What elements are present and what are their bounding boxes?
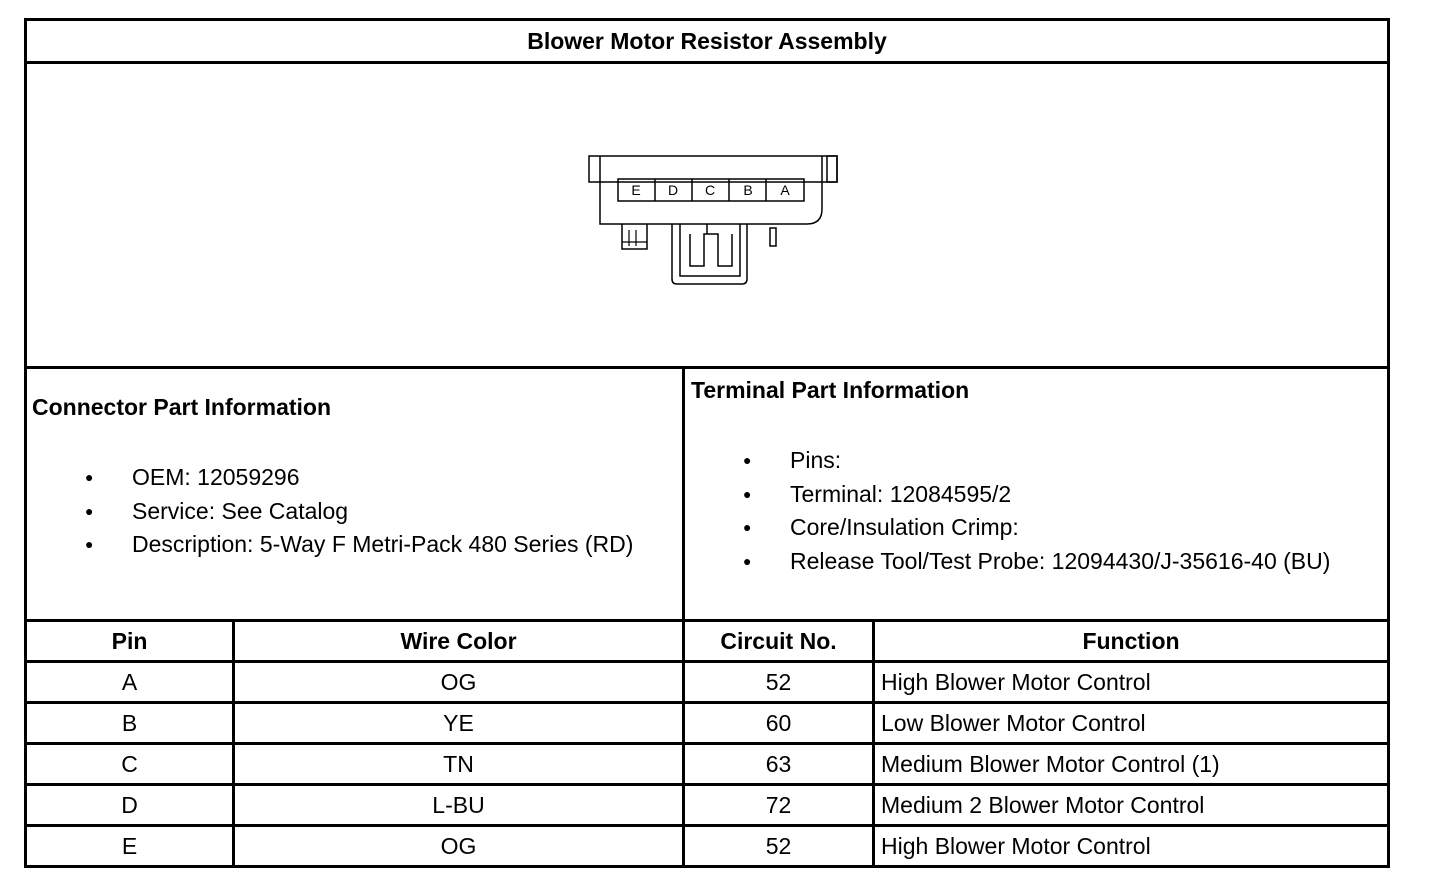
list-item: ● Service: See Catalog	[32, 495, 633, 529]
sheet-title: Blower Motor Resistor Assembly	[527, 27, 887, 54]
cell-function: Medium Blower Motor Control (1)	[881, 750, 1220, 777]
column-header-function: Function	[1082, 627, 1180, 654]
pin-label-e: E	[631, 182, 641, 198]
cell-pin: A	[121, 668, 138, 695]
cell-function: Low Blower Motor Control	[881, 709, 1146, 736]
cell-wire-color: OG	[440, 668, 477, 695]
list-item: ● Terminal: 12084595/2	[690, 478, 1330, 512]
pin-label-b: B	[743, 182, 753, 198]
cell-wire-color: OG	[440, 832, 477, 859]
cell-wire-color: TN	[443, 750, 474, 777]
pinout-sheet	[24, 18, 1390, 868]
column-header-wire-color: Wire Color	[400, 627, 517, 654]
latch	[672, 224, 747, 284]
pin-label-c: C	[704, 182, 716, 198]
cell-pin: D	[121, 791, 138, 818]
cell-pin: E	[121, 832, 138, 859]
terminal-info-list	[690, 444, 1330, 578]
pin-label-a: A	[780, 182, 790, 198]
cell-circuit-no: 52	[765, 668, 792, 695]
list-item: ● OEM: 12059296	[32, 461, 633, 495]
cell-circuit-no: 72	[765, 791, 792, 818]
connector-info-title: Connector Part Information	[32, 394, 332, 420]
terminal-info-title: Terminal Part Information	[691, 377, 970, 403]
list-item: ● Description: 5-Way F Metri-Pack 480 Series (RD)	[32, 528, 633, 562]
column-header-pin: Pin	[111, 627, 148, 654]
cell-wire-color: L-BU	[432, 791, 485, 818]
cell-circuit-no: 63	[765, 750, 792, 777]
divider	[682, 369, 685, 619]
connector-drawing	[582, 154, 842, 289]
cell-wire-color: YE	[443, 709, 474, 736]
pin-label-d: D	[667, 182, 679, 198]
cell-function: Medium 2 Blower Motor Control	[881, 791, 1205, 818]
cell-pin: C	[121, 750, 138, 777]
list-item: ● Release Tool/Test Probe: 12094430/J-35616-40 (BU)	[690, 545, 1330, 579]
column-header-circuit-no: Circuit No.	[720, 627, 837, 654]
cell-function: High Blower Motor Control	[881, 832, 1151, 859]
cell-pin: B	[121, 709, 138, 736]
cell-circuit-no: 52	[765, 832, 792, 859]
cell-circuit-no: 60	[765, 709, 792, 736]
list-item: ● Pins:	[690, 444, 1330, 478]
cell-function: High Blower Motor Control	[881, 668, 1151, 695]
connector-diagram	[27, 64, 1387, 366]
connector-info-list	[32, 461, 633, 562]
list-item: ● Core/Insulation Crimp:	[690, 511, 1330, 545]
divider	[27, 366, 1387, 369]
